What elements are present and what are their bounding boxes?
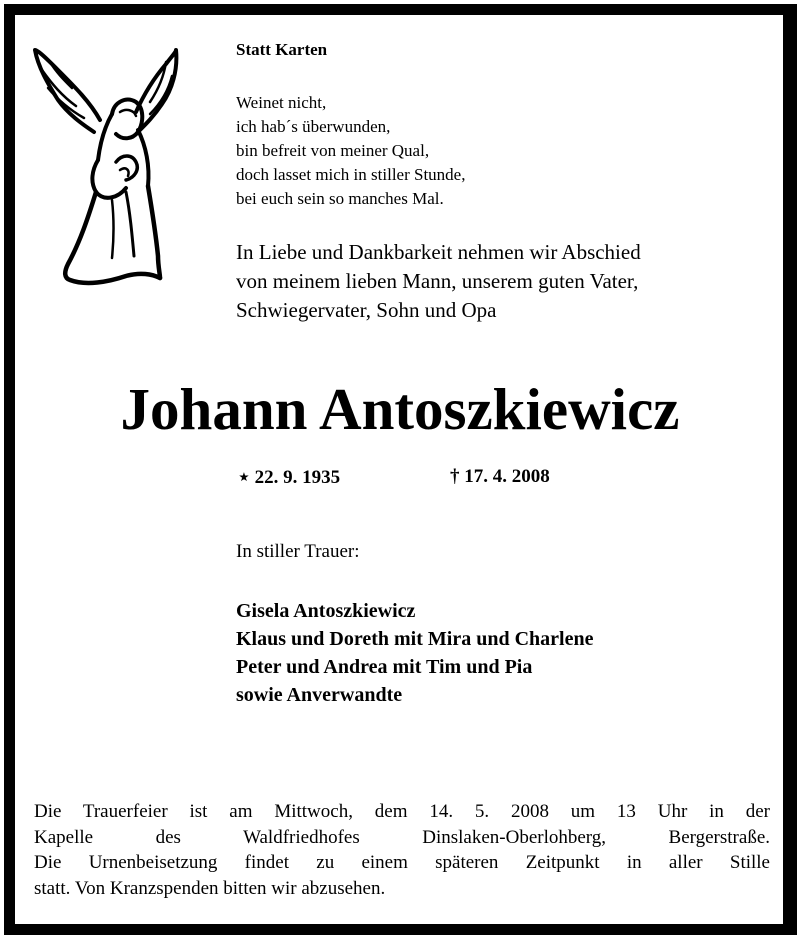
mourning-label: In stiller Trauer:: [236, 541, 360, 562]
header-label: Statt Karten: [236, 40, 328, 59]
poem-line: doch lasset mich in stiller Stunde,: [236, 165, 466, 184]
ceremony-line: Kapelle des Waldfriedhofes Dinslaken-Oberlohberg, Bergerstraße.: [34, 826, 770, 848]
angel-icon: [30, 42, 180, 292]
ceremony-line: statt. Von Kranzspenden bitten wir abzusehen.: [34, 877, 386, 899]
poem-line: ich hab´s überwunden,: [236, 117, 391, 136]
death-date: † 17. 4. 2008: [450, 466, 550, 487]
poem-line: bin befreit von meiner Qual,: [236, 141, 430, 160]
ceremony-line: Die Trauerfeier ist am Mittwoch, dem 14. 5. 2008 um 13 Uhr in der: [34, 801, 770, 822]
poem-line: Weinet nicht,: [236, 93, 327, 112]
birth-date: ⋆ 22. 9. 1935: [238, 467, 341, 488]
dedication-line: von meinem lieben Mann, unserem guten Vater,: [236, 269, 639, 293]
mourners-list: [236, 597, 593, 709]
poem-line: bei euch sein so manches Mal.: [236, 189, 444, 208]
poem: [236, 91, 465, 211]
mourner-line: sowie Anverwandte: [236, 684, 403, 706]
deceased-name: Johann Antoszkiewicz: [120, 376, 680, 442]
dedication-line: In Liebe und Dankbarkeit nehmen wir Abschied: [236, 240, 641, 264]
dedication: [236, 238, 641, 325]
mourner-line: Klaus und Doreth mit Mira und Charlene: [236, 628, 594, 650]
ceremony-info: [34, 799, 770, 901]
dedication-line: Schwiegervater, Sohn und Opa: [236, 298, 497, 322]
ceremony-line: Die Urnenbeisetzung findet zu einem späteren Zeitpunkt in aller Stille: [34, 852, 770, 873]
mourner-line: Peter und Andrea mit Tim und Pia: [236, 656, 533, 678]
mourner-line: Gisela Antoszkiewicz: [236, 600, 416, 622]
